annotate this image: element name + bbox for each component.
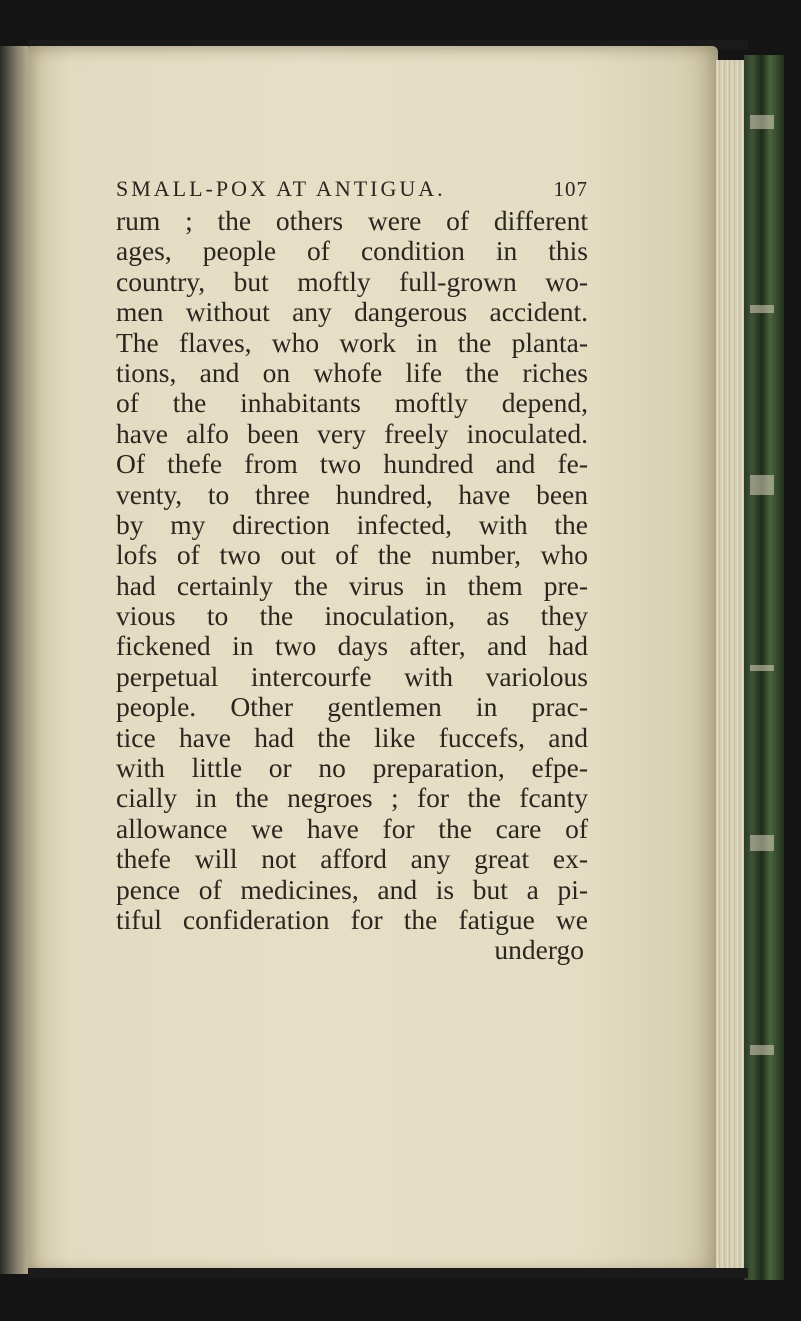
text-line: cially in the negroes ; for the fcanty <box>116 782 588 814</box>
text-line: with little or no preparation, efpe- <box>116 752 588 784</box>
text-line: country, but moftly full-grown wo- <box>116 265 588 297</box>
text-line: men without any dangerous accident. <box>116 296 588 328</box>
text-line: had certainly the virus in them pre- <box>116 569 588 601</box>
text-line: allowance we have for the care of <box>116 812 588 844</box>
text-line: venty, to three hundred, have been <box>116 478 588 510</box>
text-line: The flaves, who work in the planta- <box>116 326 588 358</box>
page-number: 107 <box>553 177 588 201</box>
text-line: have alfo been very freely inoculated. <box>116 417 588 449</box>
text-line: fickened in two days after, and had <box>116 630 588 662</box>
page-text <box>116 176 588 966</box>
text-line: tiful confideration for the fatigue we <box>116 903 588 935</box>
gutter-shadow <box>0 46 30 1274</box>
text-line: pence of medicines, and is but a pi- <box>116 873 588 905</box>
text-line: perpetual intercourfe with variolous <box>116 660 588 692</box>
running-head <box>116 176 588 202</box>
text-line: Of thefe from two hundred and fe- <box>116 448 588 480</box>
text-line: by my direction infected, with the <box>116 508 588 540</box>
book-cover-edge <box>744 55 784 1280</box>
text-line: tice have had the like fuccefs, and <box>116 721 588 753</box>
page-fore-edge <box>716 60 746 1270</box>
text-line: lofs of two out of the number, who <box>116 539 588 571</box>
catchword: undergo <box>494 934 584 966</box>
bottom-edge <box>28 1268 748 1278</box>
text-line: of the inhabitants moftly depend, <box>116 387 588 419</box>
text-line: tions, and on whofe life the riches <box>116 356 588 388</box>
running-title: SMALL-POX AT ANTIGUA. <box>116 176 446 201</box>
text-line: vious to the inoculation, as they <box>116 600 588 632</box>
text-line: people. Other gentlemen in prac- <box>116 691 588 723</box>
text-line: ages, people of condition in this <box>116 235 588 267</box>
text-line: rum ; the others were of different <box>116 205 588 236</box>
text-line: thefe will not afford any great ex- <box>116 843 588 875</box>
